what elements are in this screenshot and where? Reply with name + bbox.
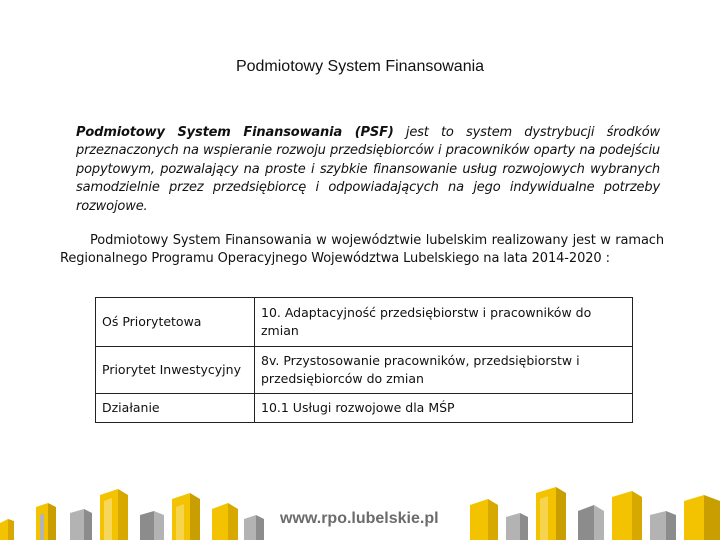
context-text: Podmiotowy System Finansowania w województwie lubelskim realizowany jest w ramach Regionalnego Programu Operacyjnego Województwa Lubelskiego na lata 2014-2020 : — [60, 233, 664, 266]
intro-bold-term: Podmiotowy System Finansowania (PSF) — [76, 125, 394, 140]
table-label: Priorytet Inwestycyjny — [96, 347, 255, 394]
left-building-blocks — [0, 489, 264, 540]
table-value: 8v. Przystosowanie pracowników, przedsiębiorstw i przedsiębiorców do zmian — [255, 347, 633, 394]
table-row — [96, 347, 633, 394]
intro-text: jest to system dystrybucji środków przeznaczonych na wspieranie rozwoju przedsiębiorców i pracowników oparty na podejściu popytowym, pozwalający na proste i szybkie finansowanie usług rozwojowych wybranych samodzielnie przez przedsiębiorcę i odpowiadających na jego indywidualne potrzeby rozwojowe. — [76, 125, 660, 214]
program-table — [95, 297, 633, 423]
table-label: Oś Priorytetowa — [96, 298, 255, 347]
page-title: Podmiotowy System Finansowania — [235, 58, 485, 75]
table-value: 10.1 Usługi rozwojowe dla MŚP — [255, 394, 633, 423]
intro-paragraph — [76, 124, 660, 216]
table-row — [96, 298, 633, 347]
table-value: 10. Adaptacyjność przedsiębiorstw i pracowników do zmian — [255, 298, 633, 347]
context-paragraph — [60, 232, 664, 268]
right-building-blocks — [470, 487, 720, 540]
table-row — [96, 394, 633, 423]
website-url[interactable]: www.rpo.lubelskie.pl — [280, 510, 439, 527]
table-label: Działanie — [96, 394, 255, 423]
